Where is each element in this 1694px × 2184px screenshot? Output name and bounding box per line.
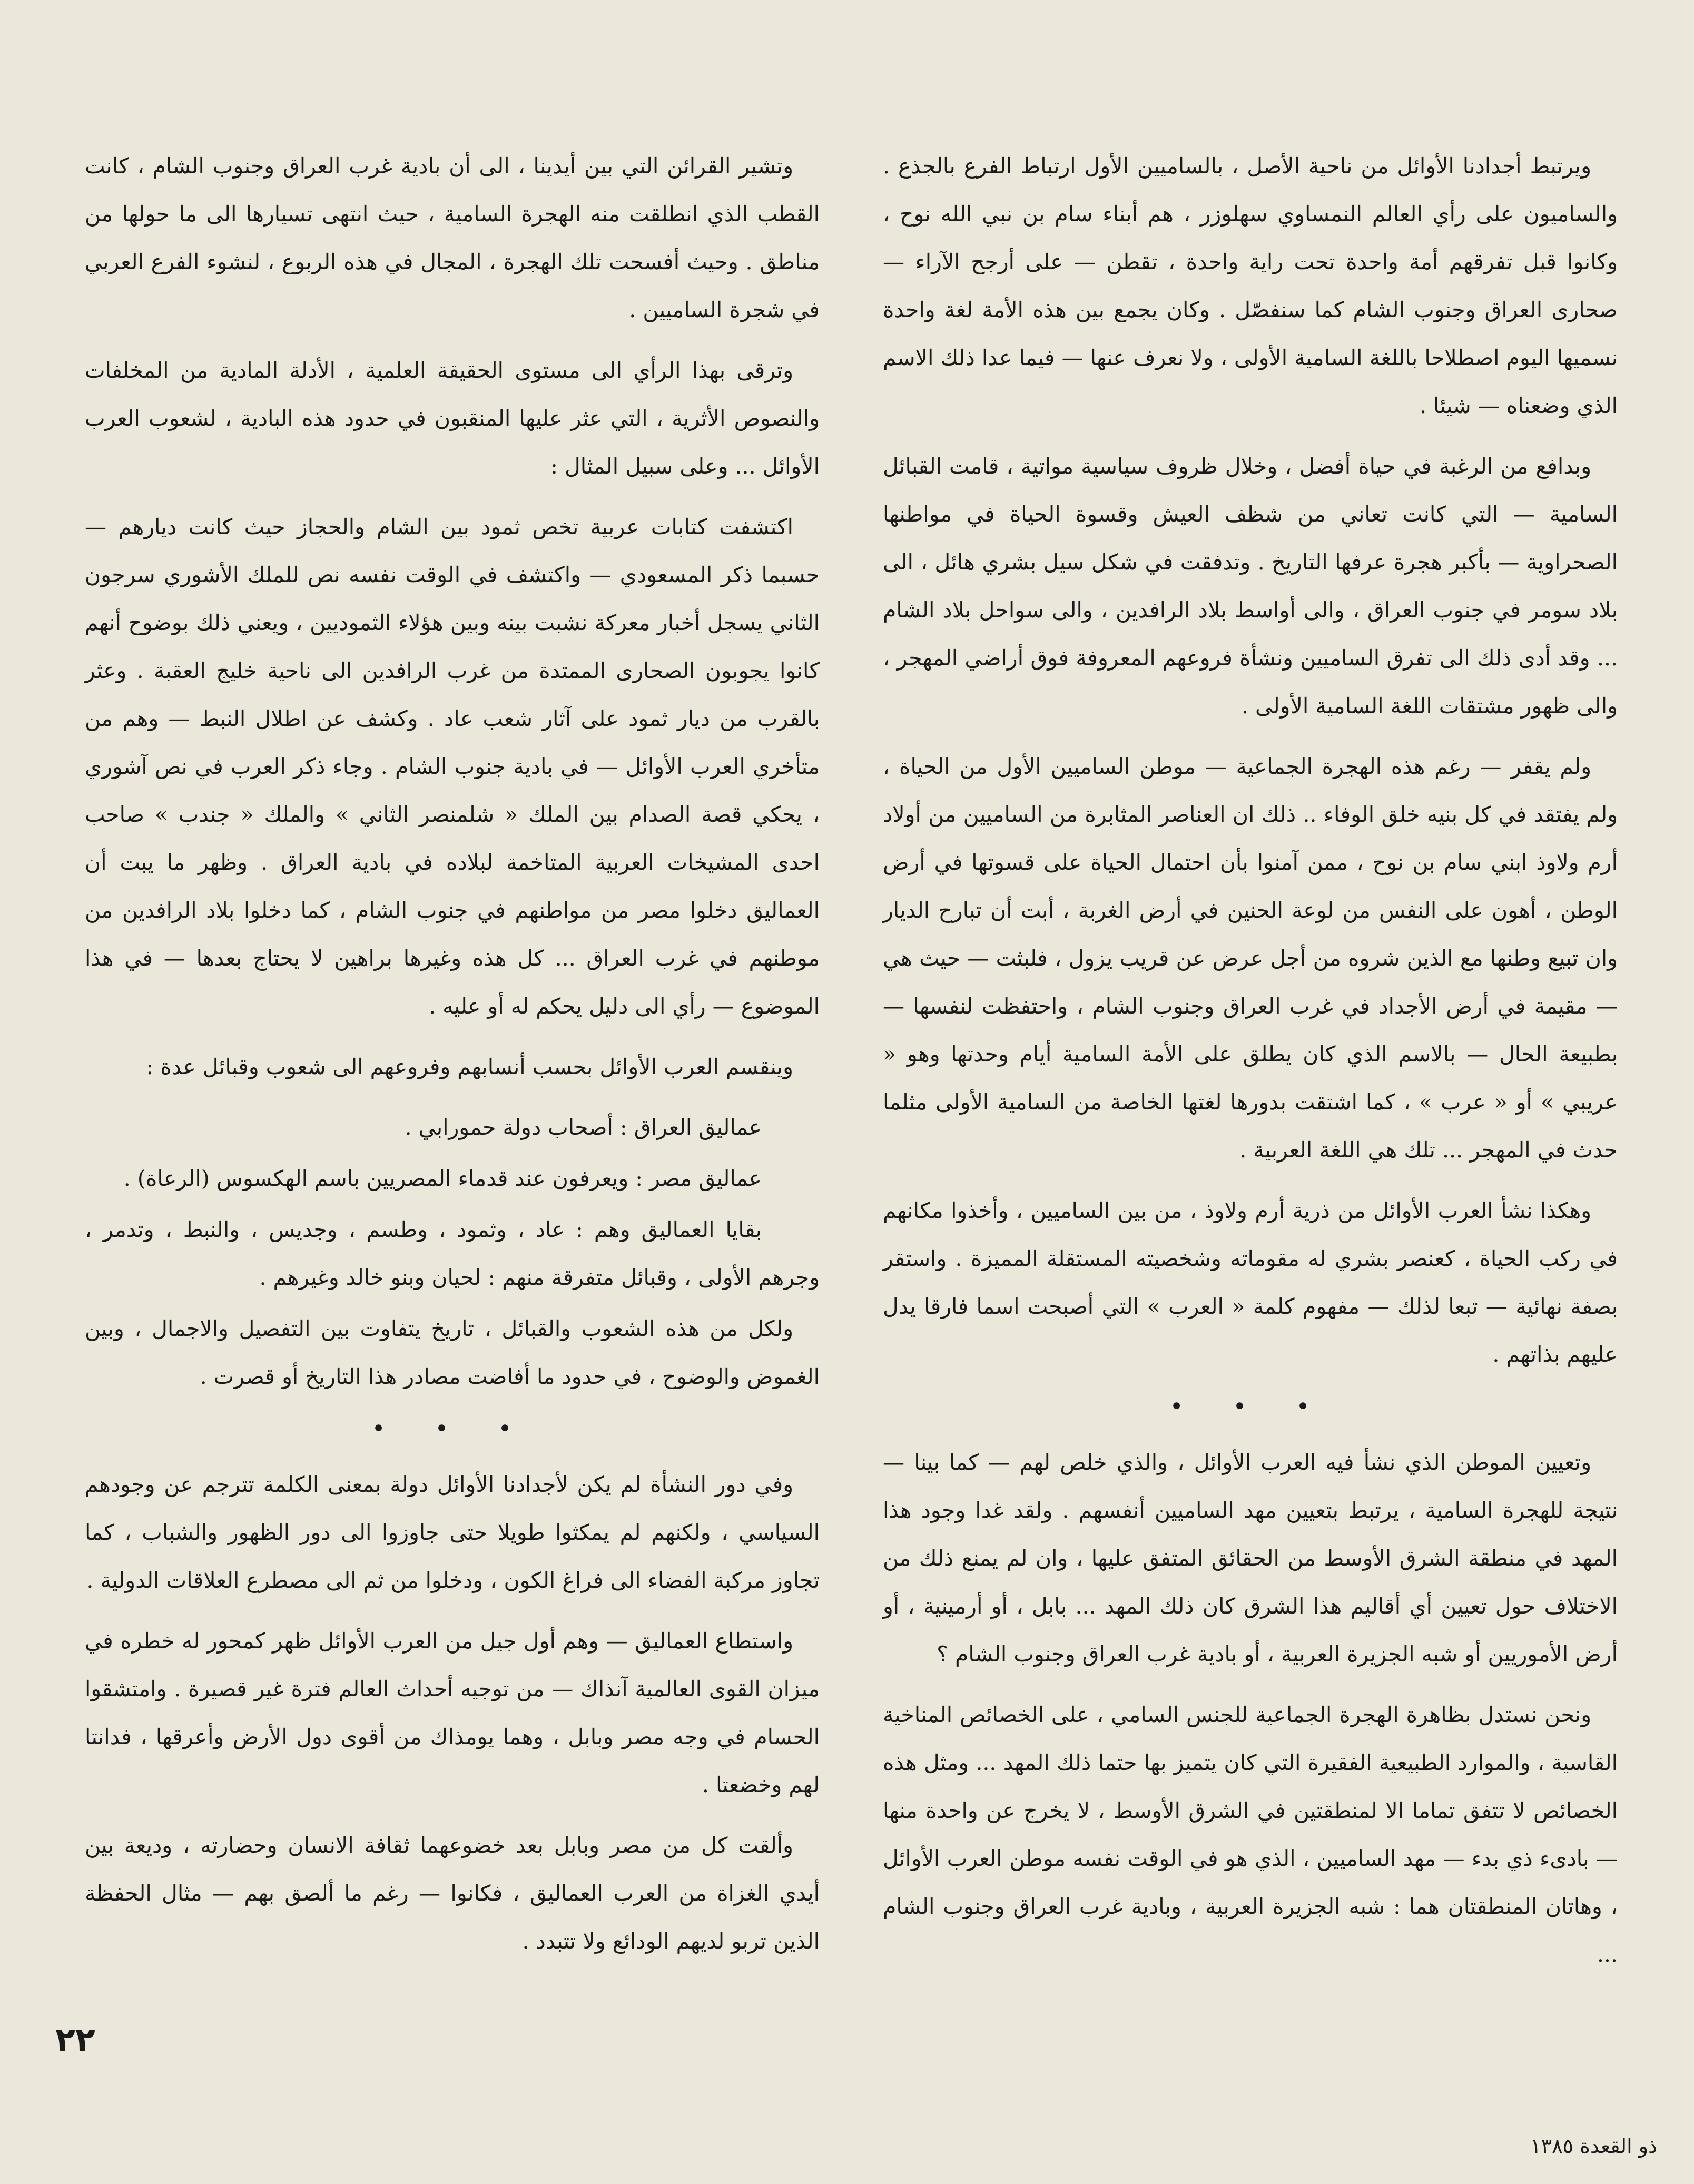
- issue-date-footer: ذو القعدة ١٣٨٥: [1530, 2134, 1657, 2158]
- tribes-list-item: عماليق مصر : ويعرفون عند قدماء المصريين باسم الهكسوس (الرعاة) .: [123, 1166, 762, 1191]
- paragraph: ولكل من هذه الشعوب والقبائل ، تاريخ يتفاوت بين التفصيل والاجمال ، وبين الغموض والوضوح ، في حدود ما أفاضت مصادر هذا التاريخ أو قصرت .: [85, 1316, 820, 1389]
- left-column: [85, 142, 820, 1978]
- paragraph: وهكذا نشأ العرب الأوائل من ذرية أرم ولاوذ ، من بين الساميين ، وأخذوا مكانهم في ركب الحياة ، كعنصر بشري له مقوماته وشخصيته المستقلة المميزة . واستقر بصفة نهائية — تبعا لذلك — مفهوم كلمة « العرب » التي أصبحت اسما فارقا يدل عليهم بذاتهم .: [883, 1198, 1618, 1367]
- paragraph: واستطاع العماليق — وهم أول جيل من العرب الأوائل ظهر كمحور له خطره في ميزان القوى العالمية آنذاك — من توجيه أحداث العالم فترة غير قصيرة . وامتشقوا الحسام في وجه مصر وبابل ، وهما يومذاك من أقوى دول الأرض وأعرقها ، فدانتا لهم وخضعتا .: [85, 1628, 820, 1797]
- right-column: [883, 142, 1618, 1991]
- paragraph: وتشير القرائن التي بين أيدينا ، الى أن بادية غرب العراق وجنوب الشام ، كانت القطب الذي انطلقت منه الهجرة السامية ، حيث انتهى تسيارها الى ما حولها من مناطق . وحيث أفسحت تلك الهجرة ، المجال في هذه الربوع ، لنشوء الفرع العربي في شجرة الساميين .: [85, 153, 820, 322]
- paragraph: وفي دور النشأة لم يكن لأجدادنا الأوائل دولة بمعنى الكلمة تترجم عن وجودهم السياسي ، ولكنهم لم يمكثوا طويلا حتى جاوزوا الى دور الظهور والشباب ، كما تجاوز مركبة الفضاء الى فراغ الكون ، ودخلوا من ثم الى مصطرع العلاقات الدولية .: [85, 1472, 820, 1593]
- paragraph: وتعيين الموطن الذي نشأ فيه العرب الأوائل ، والذي خلص لهم — كما بينا — نتيجة للهجرة السامية ، يرتبط بتعيين مهد الساميين أنفسهم . ولقد غدا وجود هذا المهد في منطقة الشرق الأوسط من الحقائق المتفق عليها ، وان لم يمنع ذلك من الاختلاف حول تعيين أي أقاليم هذا الشرق كان ذلك المهد ... بابل ، أو أرمينية ، أو أرض الأموريين أو شبه الجزيرة العربية ، أو بادية غرب العراق وجنوب الشام ؟: [883, 1450, 1618, 1667]
- paragraph: وبدافع من الرغبة في حياة أفضل ، وخلال ظروف سياسية مواتية ، قامت القبائل السامية — التي كانت تعاني من شظف العيش وقسوة الحياة في مواطنها الصحراوية — بأكبر هجرة عرفها التاريخ . وتدفقت في شكل سيل بشري هائل ، الى بلاد سومر في جنوب العراق ، والى أواسط بلاد الرافدين ، والى سواحل بلاد الشام ... وقد أدى ذلك الى تفرق الساميين ونشأة فروعهم المعروفة فوق أراضي المهجر ، والى ظهور مشتقات اللغة السامية الأولى .: [883, 454, 1618, 719]
- paragraph: ونحن نستدل بظاهرة الهجرة الجماعية للجنس السامي ، على الخصائص المناخية القاسية ، والموارد الطبيعية الفقيرة التي كان يتميز بها حتما ذلك المهد ... ومثل هذه الخصائص لا تتفق تماما الا لمنطقتين في الشرق الأوسط ، لا يخرج عن واحدة منها — بادىء ذي بدء — مهد الساميين ، الذي هو في الوقت نفسه موطن العرب الأوائل ، وهاتان المنطقتان هما : شبه الجزيرة العربية ، وبادية غرب العراق وجنوب الشام ...: [883, 1702, 1618, 1967]
- paragraph: ولم يقفر — رغم هذه الهجرة الجماعية — موطن الساميين الأول من الحياة ، ولم يفتقد في كل بنيه خلق الوفاء .. ذلك ان العناصر المثابرة من الساميين من أولاد أرم ولاوذ ابني سام بن نوح ، ممن آمنوا بأن احتمال الحياة على قسوتها في أرض الوطن ، أهون على النفس من لوعة الحنين في أرض الغربة ، أبت أن تبارح الديار وان تبيع وطنها مع الذين شروه من أجل عرض عن قريب يزول ، فلبثت — حيث هي — مقيمة في أرض الأجداد في غرب العراق وجنوب الشام ، واحتفظت لنفسها — بطبيعة الحال — بالاسم الذي كان يطلق على الأمة السامية أيام وحدتها وهو « عريبي » أو « عرب » ، كما اشتقت بدورها لغتها الخاصة من السامية الأولى مثلما حدث في المهجر ... تلك هي اللغة العربية .: [883, 754, 1618, 1163]
- paragraph: ويرتبط أجدادنا الأوائل من ناحية الأصل ، بالساميين الأول ارتباط الفرع بالجذع . والساميون على رأي العالم النمساوي سهلوزر ، هم أبناء سام بن نبي الله نوح ، وكانوا قبل تفرقهم أمة واحدة تحت راية واحدة ، تقطن — على أرجح الآراء — صحارى العراق وجنوب الشام كما سنفصّل . وكان يجمع بين هذه الأمة لغة واحدة نسميها اليوم اصطلاحا باللغة السامية الأولى ، ولا نعرف عنها — فيما عدا ذلك الاسم الذي وضعناه — شيئا .: [883, 153, 1618, 418]
- paragraph: وينقسم العرب الأوائل بحسب أنسابهم وفروعهم الى شعوب وقبائل عدة :: [146, 1054, 793, 1079]
- tribes-list-item: بقايا العماليق وهم : عاد ، وثمود ، وطسم ، وجديس ، والنبط ، وتدمر ، وجرهم الأولى ، وقبائل متفرقة منهم : لحيان وبنو خالد وغيرهم .: [85, 1217, 820, 1290]
- paragraph: وترقى بهذا الرأي الى مستوى الحقيقة العلمية ، الأدلة المادية من المخلفات والنصوص الأثرية ، التي عثر عليها المنقبون في حدود هذه البادية ، لشعوب العرب الأوائل ... وعلى سبيل المثال :: [85, 358, 820, 479]
- section-separator: • • •: [1169, 1393, 1331, 1420]
- section-separator: • • •: [371, 1415, 533, 1442]
- page-number: ٢٢: [55, 2020, 95, 2059]
- paragraph: اكتشفت كتابات عربية تخص ثمود بين الشام والحجاز حيث كانت ديارهم — حسبما ذكر المسعودي — واكتشف في الوقت نفسه نص للملك الأشوري سرجون الثاني يسجل أخبار معركة نشبت بينه وبين هؤلاء الثموديين ، ويعني ذلك بوضوح أنهم كانوا يجوبون الصحارى الممتدة من غرب الرافدين الى ناحية خليج العقبة . وعثر بالقرب من ديار ثمود على آثار شعب عاد . وكشف عن اطلال النبط — وهم من متأخري العرب الأوائل — في بادية جنوب الشام . وجاء ذكر العرب في نص آشوري ، يحكي قصة الصدام بين الملك « شلمنصر الثاني » والملك « جندب » صاحب احدى المشيخات العربية المتاخمة لبلاده في بادية العراق . وظهر ما يبت أن العماليق دخلوا مصر من مواطنهم في جنوب الشام ، كما دخلوا بلاد الرافدين من موطنهم في غرب العراق ... كل هذه وغيرها براهين لا يحتاج بعدها — في هذا الموضوع — رأي الى دليل يحكم له أو عليه .: [85, 514, 820, 1019]
- paragraph: وألقت كل من مصر وبابل بعد خضوعهما ثقافة الانسان وحضارته ، وديعة بين أيدي الغزاة من العرب العماليق ، فكانوا — رغم ما ألصق بهم — مثال الحفظة الذين تربو لديهم الودائع ولا تتبدد .: [85, 1833, 820, 1954]
- tribes-list-item: عماليق العراق : أصحاب دولة حمورابي .: [405, 1115, 762, 1140]
